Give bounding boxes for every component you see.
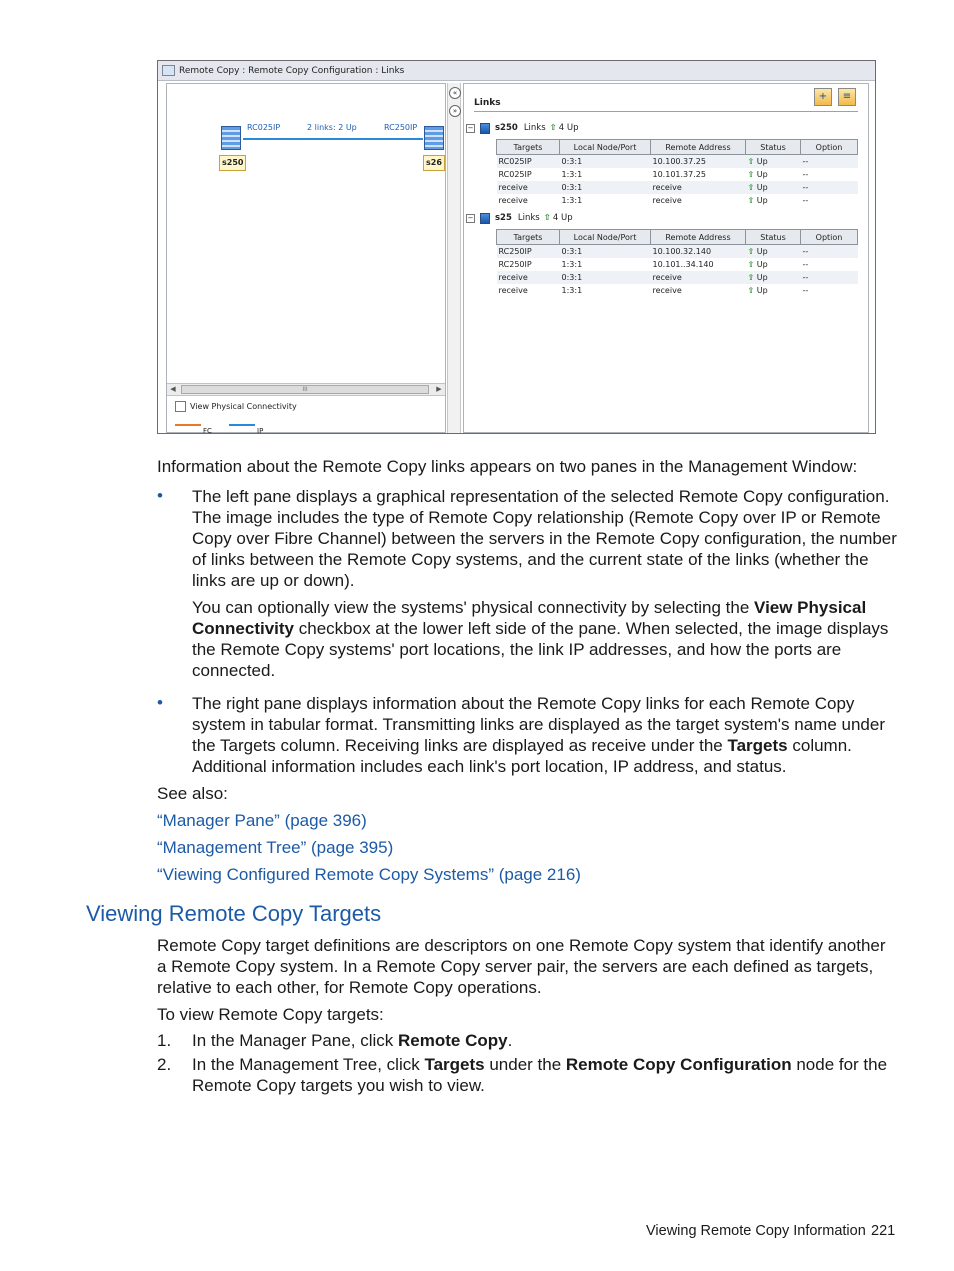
ip-line-swatch [229,424,255,426]
intro-paragraph: Information about the Remote Copy links appears on two panes in the Management Window: [157,457,858,476]
cell-node-port: 1:3:1 [561,286,583,295]
server-icon[interactable] [221,126,241,150]
col-targets[interactable]: Targets [497,140,560,155]
footer-page-number: 221 [871,1223,896,1239]
cell-status: ⇧ Up [746,245,801,259]
cell-status: ⇧ Up [747,196,768,205]
col-option[interactable]: Option [801,230,858,245]
cell-option: -- [802,260,809,269]
up-arrow-icon: ⇧ [747,260,755,269]
left-system-label[interactable]: s250 [219,155,246,171]
collapse-right-icon[interactable]: » [449,105,461,117]
view-physical-connectivity-checkbox[interactable] [175,401,186,412]
horizontal-scrollbar[interactable] [167,383,445,396]
section-heading: Viewing Remote Copy Targets [86,901,382,926]
links-table-s25 [496,229,858,297]
left-graphical-pane [166,83,446,433]
table-row[interactable] [497,168,858,181]
scroll-right-icon[interactable]: ▶ [436,385,442,393]
right-target-label: RC250IP [384,123,418,132]
bullet-icon: • [157,693,163,712]
links-table-s250 [496,139,858,207]
footer-section-title: Viewing Remote Copy Information [646,1223,866,1239]
cell-option: -- [801,245,858,259]
left-target-label: RC025IP [247,123,281,132]
collapse-icon[interactable]: − [467,213,474,222]
step-1: In the Manager Pane, click Remote Copy. [192,1031,513,1050]
cell-target: receive [498,196,528,205]
up-arrow-icon: ⇧ [747,247,755,256]
see-also-label: See also: [157,784,228,803]
to-view-label: To view Remote Copy targets: [157,1005,384,1024]
up-count: 4 Up [552,213,573,223]
bullet-left-pane: The left pane displays a graphical representation of the selected Remote Copy configuration. The image includes the type of Remote Copy relationship (Remote Copy over IP or Remote Copy over Fibre Channel) between the servers in the Remote Copy configuration, the number of links between the Remote Copy systems, and the current state of the links (whether the links are up or down). [192,487,897,590]
up-arrow-icon: ⇧ [543,213,551,223]
links-header: Links [474,98,501,108]
targets-term: Targets [727,736,788,755]
cell-remote-address: 10.101..34.140 [652,260,714,269]
step-2: In the Management Tree, click Targets under the Remote Copy Configuration node for the Remote Copy targets you wish to view. [192,1055,888,1095]
cell-node-port: 1:3:1 [561,170,583,179]
bullet-icon: • [157,486,163,505]
links-count-label: 2 links: 2 Up [307,123,357,132]
cell-target: RC250IP [498,260,532,269]
cell-remote-address: receive [652,196,682,205]
legend-ip-label: IP [257,427,264,434]
cell-status: ⇧ Up [746,181,801,194]
step-number: 1. [157,1031,172,1050]
table-row[interactable] [497,181,858,194]
links-label: Links [523,123,546,133]
storage-system-icon [480,123,490,134]
col-status[interactable]: Status [746,140,801,155]
pane-divider[interactable] [447,83,461,433]
targets-term: Targets [424,1055,485,1074]
management-window-screenshot [157,60,876,434]
cell-status: ⇧ Up [747,170,768,179]
cell-node-port: 0:3:1 [560,245,651,259]
links-label: Links [517,213,540,223]
cell-target: receive [497,181,560,194]
cell-status: ⇧ Up [746,155,801,169]
window-title-bar [158,61,875,81]
col-remote-address[interactable]: Remote Address [651,140,746,155]
col-remote-address[interactable]: Remote Address [651,230,746,245]
cell-node-port: 1:3:1 [561,260,583,269]
col-local-node-port[interactable]: Local Node/Port [560,230,651,245]
table-row[interactable] [497,271,858,284]
server-icon[interactable] [424,126,444,150]
cell-option: -- [802,196,809,205]
cell-target: receive [497,271,560,284]
cell-target: RC025IP [497,155,560,169]
table-header-row [497,140,858,155]
remote-copy-configuration-term: Remote Copy Configuration [565,1055,792,1074]
cell-option: -- [801,155,858,169]
scroll-thumb[interactable]: III [181,385,429,394]
table-row[interactable] [497,258,858,271]
system-s250-header[interactable] [466,121,579,135]
table-row[interactable] [497,245,858,259]
storage-system-icon [480,213,490,224]
collapse-left-icon[interactable]: « [449,87,461,99]
system-name: s250 [495,123,518,133]
step-number: 2. [157,1055,172,1074]
view-physical-connectivity-term: View Physical Connectivity [192,598,867,638]
cell-remote-address: receive [651,271,746,284]
cell-target: receive [498,286,528,295]
cell-status: ⇧ Up [747,286,768,295]
cell-remote-address: receive [651,181,746,194]
cell-status: ⇧ Up [747,260,768,269]
table-row[interactable] [497,155,858,169]
table-row[interactable] [497,284,858,297]
collapse-icon[interactable]: − [467,123,474,132]
up-arrow-icon: ⇧ [747,170,755,179]
remote-copy-icon [162,65,175,76]
remote-copy-term: Remote Copy [398,1031,508,1050]
table-row[interactable] [497,194,858,207]
up-arrow-icon: ⇧ [747,273,755,282]
up-arrow-icon: ⇧ [747,196,755,205]
cell-option: -- [801,271,858,284]
cell-node-port: 0:3:1 [560,155,651,169]
up-arrow-icon: ⇧ [747,183,755,192]
link-management-tree[interactable]: “Management Tree” (page 395) [157,838,394,857]
scroll-left-icon[interactable]: ◀ [170,385,176,393]
up-arrow-icon: ⇧ [747,286,755,295]
cell-remote-address: 10.100.32.140 [651,245,746,259]
checkbox-label: View Physical Connectivity [190,402,297,411]
right-links-pane [463,83,869,433]
view-physical-connectivity-option[interactable] [175,401,297,412]
cell-option: -- [802,286,809,295]
col-local-node-port[interactable]: Local Node/Port [560,140,651,155]
cell-remote-address: 10.100.37.25 [651,155,746,169]
fc-line-swatch [175,424,201,426]
cell-option: -- [802,170,809,179]
edit-link-icon[interactable]: ≡ [838,88,856,106]
right-system-label[interactable]: s26 [423,155,445,171]
col-targets[interactable]: Targets [497,230,560,245]
system-name: s25 [495,213,512,223]
bullet-right-pane: The right pane displays information about the Remote Copy links for each Remote Copy system in tabular format. Transmitting links are displayed as the target system's name under the Targets column. Receiving links are displayed as receive under the Targets column. Additional information includes each link's port location, IP address, and status. [192,694,885,776]
cell-remote-address: receive [652,286,682,295]
cell-node-port: 0:3:1 [560,181,651,194]
link-viewing-configured-systems[interactable]: “Viewing Configured Remote Copy Systems” (page 216) [157,865,581,884]
up-count: 4 Up [558,123,579,133]
ip-link-line [243,138,423,140]
targets-paragraph: Remote Copy target definitions are descriptors on one Remote Copy system that identify another a Remote Copy system. In a Remote Copy server pair, the servers are each defined as targets, relative to each other, for Remote Copy operations. [157,936,886,997]
cell-status: ⇧ Up [746,271,801,284]
up-arrow-icon: ⇧ [549,123,557,133]
cell-node-port: 1:3:1 [561,196,583,205]
cell-remote-address: 10.101.37.25 [652,170,706,179]
links-divider [474,111,858,112]
cell-node-port: 0:3:1 [560,271,651,284]
col-option[interactable]: Option [801,140,858,155]
create-link-icon[interactable]: + [814,88,832,106]
cell-target: RC250IP [497,245,560,259]
table-header-row [497,230,858,245]
bullet-left-pane-note: You can optionally view the systems' physical connectivity by selecting the View Physical Connectivity checkbox at the lower left side of the pane. When selected, the image displays the Remote Copy systems' port locations, the link IP addresses, and how the ports are connected. [192,598,889,680]
system-s25-header[interactable] [466,211,573,225]
legend-fc-label: FC [203,427,212,434]
cell-target: RC025IP [498,170,532,179]
window-title: Remote Copy : Remote Copy Configuration : Links [179,65,405,76]
col-status[interactable]: Status [746,230,801,245]
link-manager-pane[interactable]: “Manager Pane” (page 396) [157,811,367,830]
cell-option: -- [801,181,858,194]
up-arrow-icon: ⇧ [747,157,755,166]
